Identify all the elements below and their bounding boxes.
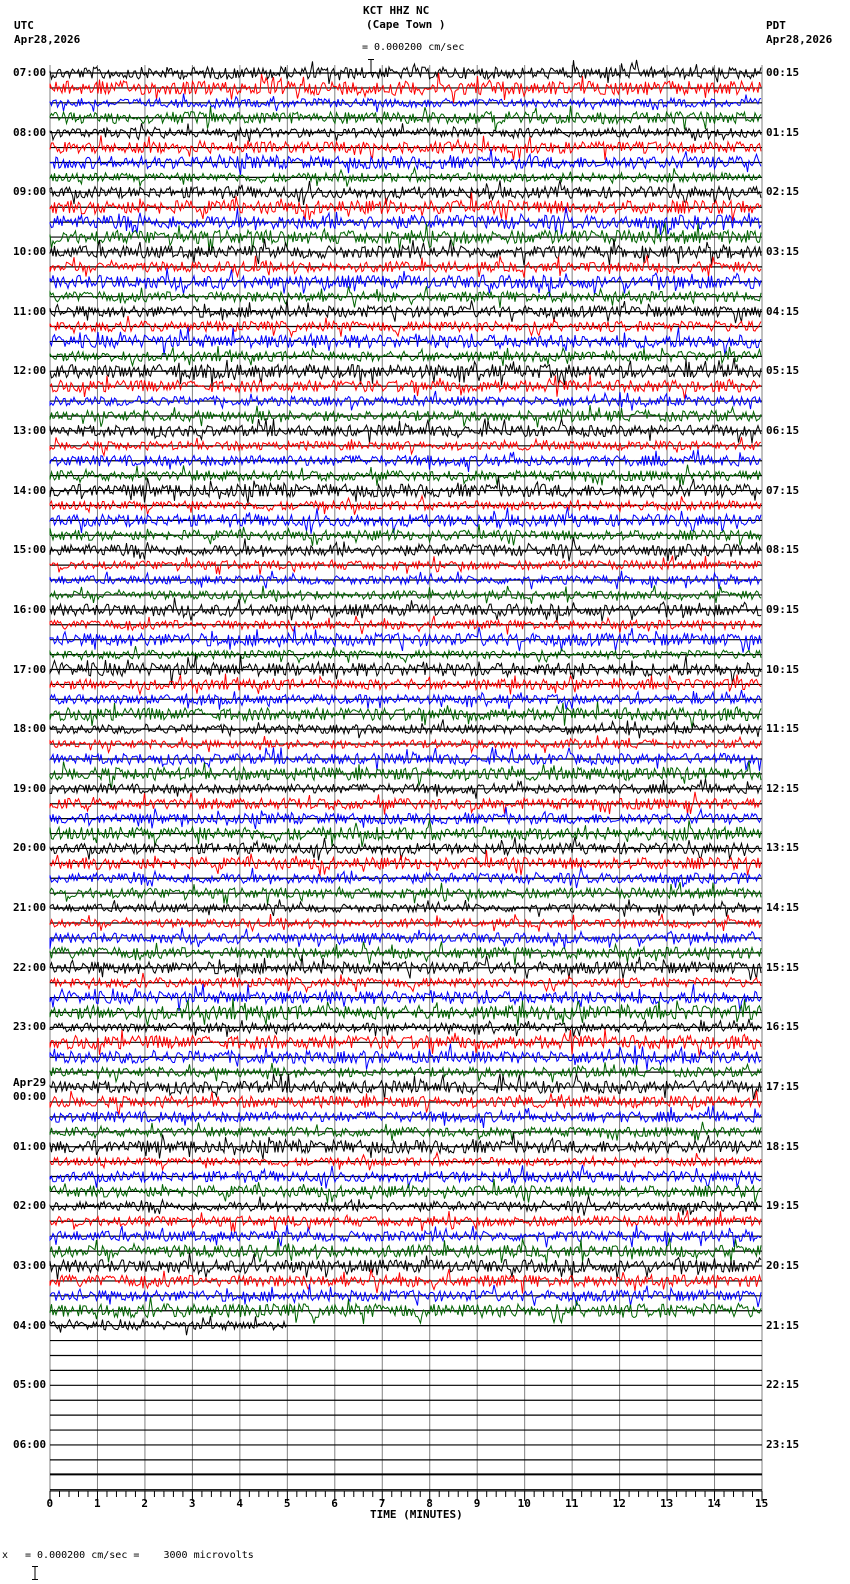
footer-scale-prefix: x (2, 1550, 9, 1561)
right-hour-label: 16:15 (766, 1020, 800, 1034)
x-tick-label: 5 (283, 1497, 291, 1510)
right-hour-label: 04:15 (766, 304, 800, 318)
left-timezone: UTC (14, 19, 34, 32)
right-hour-label: 09:15 (766, 602, 800, 616)
right-hour-label: 08:15 (766, 543, 800, 557)
left-hour-label: 16:00 (13, 602, 47, 616)
right-date: Apr28,2026 (766, 33, 833, 46)
x-tick-label: 1 (93, 1497, 101, 1510)
x-tick-label: 8 (426, 1497, 433, 1510)
left-hour-label: 15:00 (13, 543, 47, 557)
left-date: Apr28,2026 (14, 33, 81, 46)
x-tick-label: 10 (517, 1497, 531, 1510)
x-tick-label: 4 (236, 1497, 243, 1510)
left-hour-label: 11:00 (13, 304, 47, 318)
x-tick-label: 11 (565, 1497, 579, 1510)
x-tick-label: 7 (378, 1497, 386, 1510)
right-hour-label: 22:15 (766, 1378, 800, 1392)
right-timezone: PDT (766, 19, 786, 32)
right-hour-label: 12:15 (766, 781, 800, 795)
left-hour-label: 04:00 (13, 1318, 47, 1332)
left-hour-label: 10:00 (13, 244, 47, 258)
right-hour-label: 18:15 (766, 1139, 800, 1153)
left-hour-label: 07:00 (13, 66, 47, 79)
left-hour-label: 17:00 (13, 662, 47, 676)
left-hour-label: 02:00 (13, 1199, 47, 1213)
right-hour-label: 03:15 (766, 244, 800, 258)
right-hour-label: 11:15 (766, 722, 800, 736)
x-tick-label: 14 (707, 1497, 721, 1510)
footer-scale-note: = 0.000200 cm/sec = 3000 microvolts (25, 1550, 254, 1561)
scale-bar-icon (349, 39, 355, 53)
left-hour-label: 22:00 (13, 960, 47, 974)
left-hour-label: 19:00 (13, 781, 47, 795)
right-hour-label: 23:15 (766, 1437, 800, 1451)
station-location: (Cape Town ) (366, 18, 446, 31)
left-hour-label: 23:00 (13, 1020, 47, 1034)
left-hour-label: 09:00 (13, 185, 47, 199)
right-hour-label: 14:15 (766, 901, 800, 915)
right-hour-label: 01:15 (766, 125, 800, 139)
date-change-label: Apr29 (13, 1076, 47, 1090)
station-title: KCT HHZ NC (363, 4, 430, 17)
x-tick-label: 13 (660, 1497, 674, 1510)
footer-scale-bar-icon (13, 1546, 19, 1560)
left-hour-label: 08:00 (13, 125, 47, 139)
right-hour-label: 10:15 (766, 662, 800, 676)
left-hour-label: 00:00 (13, 1090, 47, 1104)
x-axis-label: TIME (MINUTES) (370, 1508, 463, 1521)
left-hour-label: 06:00 (13, 1437, 47, 1451)
right-hour-label: 00:15 (766, 66, 800, 79)
right-hour-label: 20:15 (766, 1259, 800, 1272)
left-hour-label: 05:00 (13, 1378, 47, 1392)
left-hour-label: 13:00 (13, 423, 47, 437)
right-hour-label: 17:15 (766, 1080, 800, 1094)
right-hour-label: 15:15 (766, 960, 800, 974)
x-tick-label: 2 (141, 1497, 149, 1510)
left-hour-label: 18:00 (13, 722, 47, 736)
right-hour-label: 07:15 (766, 483, 800, 497)
x-tick-label: 15 (755, 1497, 769, 1510)
scale-label: = 0.000200 cm/sec (362, 42, 465, 53)
x-tick-label: 6 (331, 1497, 338, 1510)
x-tick-label: 9 (473, 1497, 481, 1510)
right-hour-label: 02:15 (766, 185, 800, 199)
right-hour-label: 19:15 (766, 1199, 800, 1213)
right-hour-label: 05:15 (766, 364, 800, 378)
right-hour-label: 13:15 (766, 841, 800, 855)
left-hour-label: 03:00 (13, 1259, 47, 1272)
right-hour-label: 21:15 (766, 1318, 800, 1332)
left-hour-label: 20:00 (13, 841, 47, 855)
left-hour-label: 21:00 (13, 901, 47, 915)
right-hour-label: 06:15 (766, 423, 800, 437)
left-hour-label: 12:00 (13, 364, 47, 378)
x-tick-label: 12 (612, 1497, 626, 1510)
x-tick-label: 3 (188, 1497, 196, 1510)
left-hour-label: 01:00 (13, 1139, 47, 1153)
left-hour-label: 14:00 (13, 483, 47, 497)
x-tick-label: 0 (46, 1497, 54, 1510)
